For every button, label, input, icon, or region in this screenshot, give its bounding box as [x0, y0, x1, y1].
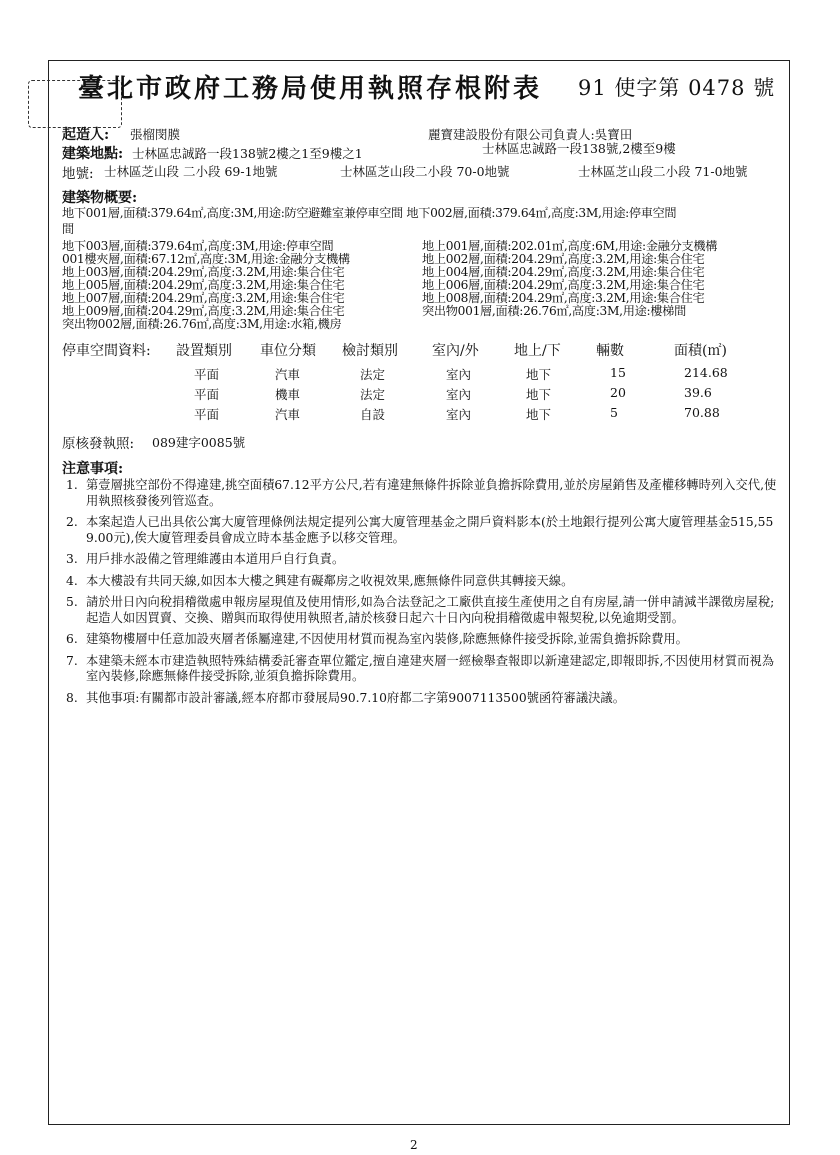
note-item: 7. 本建築未經本市建造執照特殊結構委託審查單位鑑定,擅自違建夾層一經檢舉查報即以新違建認定,即報即拆,不因使用材質而視為室內裝修,除應無條件接受拆除,並須負擔拆除費用。: [66, 653, 775, 683]
original-permit-label: 原核發執照:: [62, 436, 135, 452]
floor-row: 地上006層,面積:204.29㎡,高度:3.2M,用途:集合住宅: [422, 278, 705, 292]
note-item: 1. 第壹層挑空部份不得違建,挑空面積67.12平方公尺,若有違建無條件拆除並負擔拆除費用,並於房屋銷售及產權移轉時列入交代,使用執照核發後列管巡查。: [66, 478, 777, 508]
parking-cell: 汽車: [275, 407, 301, 422]
owner-label: 起造人:: [62, 127, 110, 143]
parking-cell: 室內: [446, 387, 472, 402]
note-item: 2. 本案起造人已出具依公寓大廈管理條例法規定提列公寓大廈管理基金之開戶資料影本(於土地銀行提列公寓大廈管理基金515,559.00元),俟大廈管理委員會成立時本基金應予以移交管理。: [66, 515, 774, 545]
parking-cell: 214.68: [684, 365, 728, 380]
parking-cell: 平面: [194, 367, 220, 382]
notes-label: 注意事項:: [62, 461, 124, 477]
lot-label: 地號:: [62, 166, 94, 182]
floor-row: 地上001層,面積:202.01㎡,高度:6M,用途:金融分支機構: [422, 239, 718, 253]
parking-cell: 5: [610, 405, 618, 420]
parking-cell: 39.6: [684, 385, 712, 400]
notes-list: [66, 478, 784, 712]
lot-number-2: 士林區芝山段二小段 70-0地號: [340, 164, 510, 179]
parking-cell: 地下: [526, 407, 552, 422]
parking-cell: 平面: [194, 387, 220, 402]
parking-header: 設置類別: [176, 343, 232, 359]
parking-cell: 室內: [446, 407, 472, 422]
floor-row: 地下003層,面積:379.64㎡,高度:3M,用途:停車空間: [62, 239, 334, 253]
site-label: 建築地點:: [62, 146, 124, 162]
parking-cell: 室內: [446, 367, 472, 382]
lot-number-3: 士林區芝山段二小段 71-0地號: [578, 164, 748, 179]
parking-cell: 15: [610, 365, 626, 380]
building-overview-label: 建築物概要:: [62, 190, 138, 206]
floor-row: 地上007層,面積:204.29㎡,高度:3.2M,用途:集合住宅: [62, 291, 345, 305]
parking-label: 停車空間資料:: [62, 343, 151, 359]
lot-number-1: 士林區芝山段 二小段 69-1地號: [104, 164, 278, 179]
parking-header: 輛數: [596, 343, 624, 359]
note-item: 6. 建築物樓層中任意加設夾層者係屬違建,不因使用材質而視為室內裝修,除應無條件接受拆除,並需負擔拆除費用。: [66, 632, 688, 646]
parking-header: 室內/外: [432, 343, 479, 359]
parking-cell: 平面: [194, 407, 220, 422]
site-address-2: 士林區忠誠路一段138號,2樓至9樓: [482, 141, 676, 156]
parking-cell: 70.88: [684, 405, 720, 420]
floor-row: 突出物002層,面積:26.76㎡,高度:3M,用途:水箱,機房: [62, 317, 342, 331]
note-item: 5. 請於卅日內向稅捐稽徵處申報房屋現值及使用情形,如為合法登記之工廠供直接生產使用之自有房屋,請一併申請減半課徵房屋稅;起造人如因買賣、交換、贈與而取得使用執照者,請於核發日起六十日內向稅捐稽徵處申報契稅,以免逾期受罰。: [66, 595, 775, 625]
parking-cell: 地下: [526, 387, 552, 402]
parking-cell: 20: [610, 385, 626, 400]
parking-cell: 地下: [526, 367, 552, 382]
page-number: 2: [410, 1138, 418, 1152]
company-name: 麗寶建設股份有限公司負責人:吳寶田: [428, 127, 633, 142]
parking-cell: 自設: [360, 407, 386, 422]
floor-row: 001樓夾層,面積:67.12㎡,高度:3M,用途:金融分支機構: [62, 252, 350, 266]
parking-header: 車位分類: [260, 343, 316, 359]
parking-cell: 機車: [275, 387, 301, 402]
floor-row: 地上004層,面積:204.29㎡,高度:3.2M,用途:集合住宅: [422, 265, 705, 279]
building-overview-line1-cont: 間: [62, 222, 75, 236]
floor-row: 地上005層,面積:204.29㎡,高度:3.2M,用途:集合住宅: [62, 278, 345, 292]
original-permit-number: 089建字0085號: [152, 435, 246, 450]
parking-header: 地上/下: [514, 343, 561, 359]
building-overview-line1: 地下001層,面積:379.64㎡,高度:3M,用途:防空避難室兼停車空間 地下002層,面積:379.64㎡,高度:3M,用途:停車空間: [62, 206, 677, 220]
document-title: 臺北市政府工務局使用執照存根附表: [78, 74, 543, 104]
owner-name: 張榴閔膜: [130, 127, 181, 142]
permit-number: 91 使字第 0478 號: [578, 76, 776, 100]
floor-row: 地上002層,面積:204.29㎡,高度:3.2M,用途:集合住宅: [422, 252, 705, 266]
note-item: 3. 用戶排水設備之管理維護由本道用戶自行負責。: [66, 552, 345, 566]
parking-cell: 法定: [360, 367, 386, 382]
parking-cell: 汽車: [275, 367, 301, 382]
parking-header: 面積(㎡): [674, 343, 727, 359]
floor-row: 地上009層,面積:204.29㎡,高度:3.2M,用途:集合住宅: [62, 304, 345, 318]
floor-row: 地上008層,面積:204.29㎡,高度:3.2M,用途:集合住宅: [422, 291, 705, 305]
floor-row: 突出物001層,面積:26.76㎡,高度:3M,用途:樓梯間: [422, 304, 686, 318]
floor-row: 地上003層,面積:204.29㎡,高度:3.2M,用途:集合住宅: [62, 265, 345, 279]
note-item: 8. 其他事項:有關都市設計審議,經本府都市發展局90.7.10府都二字第9007113500號函符審議決議。: [66, 690, 626, 705]
note-item: 4. 本大樓設有共同天線,如因本大樓之興建有礙鄰房之收視效果,應無條件同意供其轉接天線。: [66, 573, 574, 588]
parking-header: 檢討類別: [342, 343, 398, 359]
parking-cell: 法定: [360, 387, 386, 402]
site-address-1: 士林區忠誠路一段138號2樓之1至9樓之1: [132, 146, 363, 161]
